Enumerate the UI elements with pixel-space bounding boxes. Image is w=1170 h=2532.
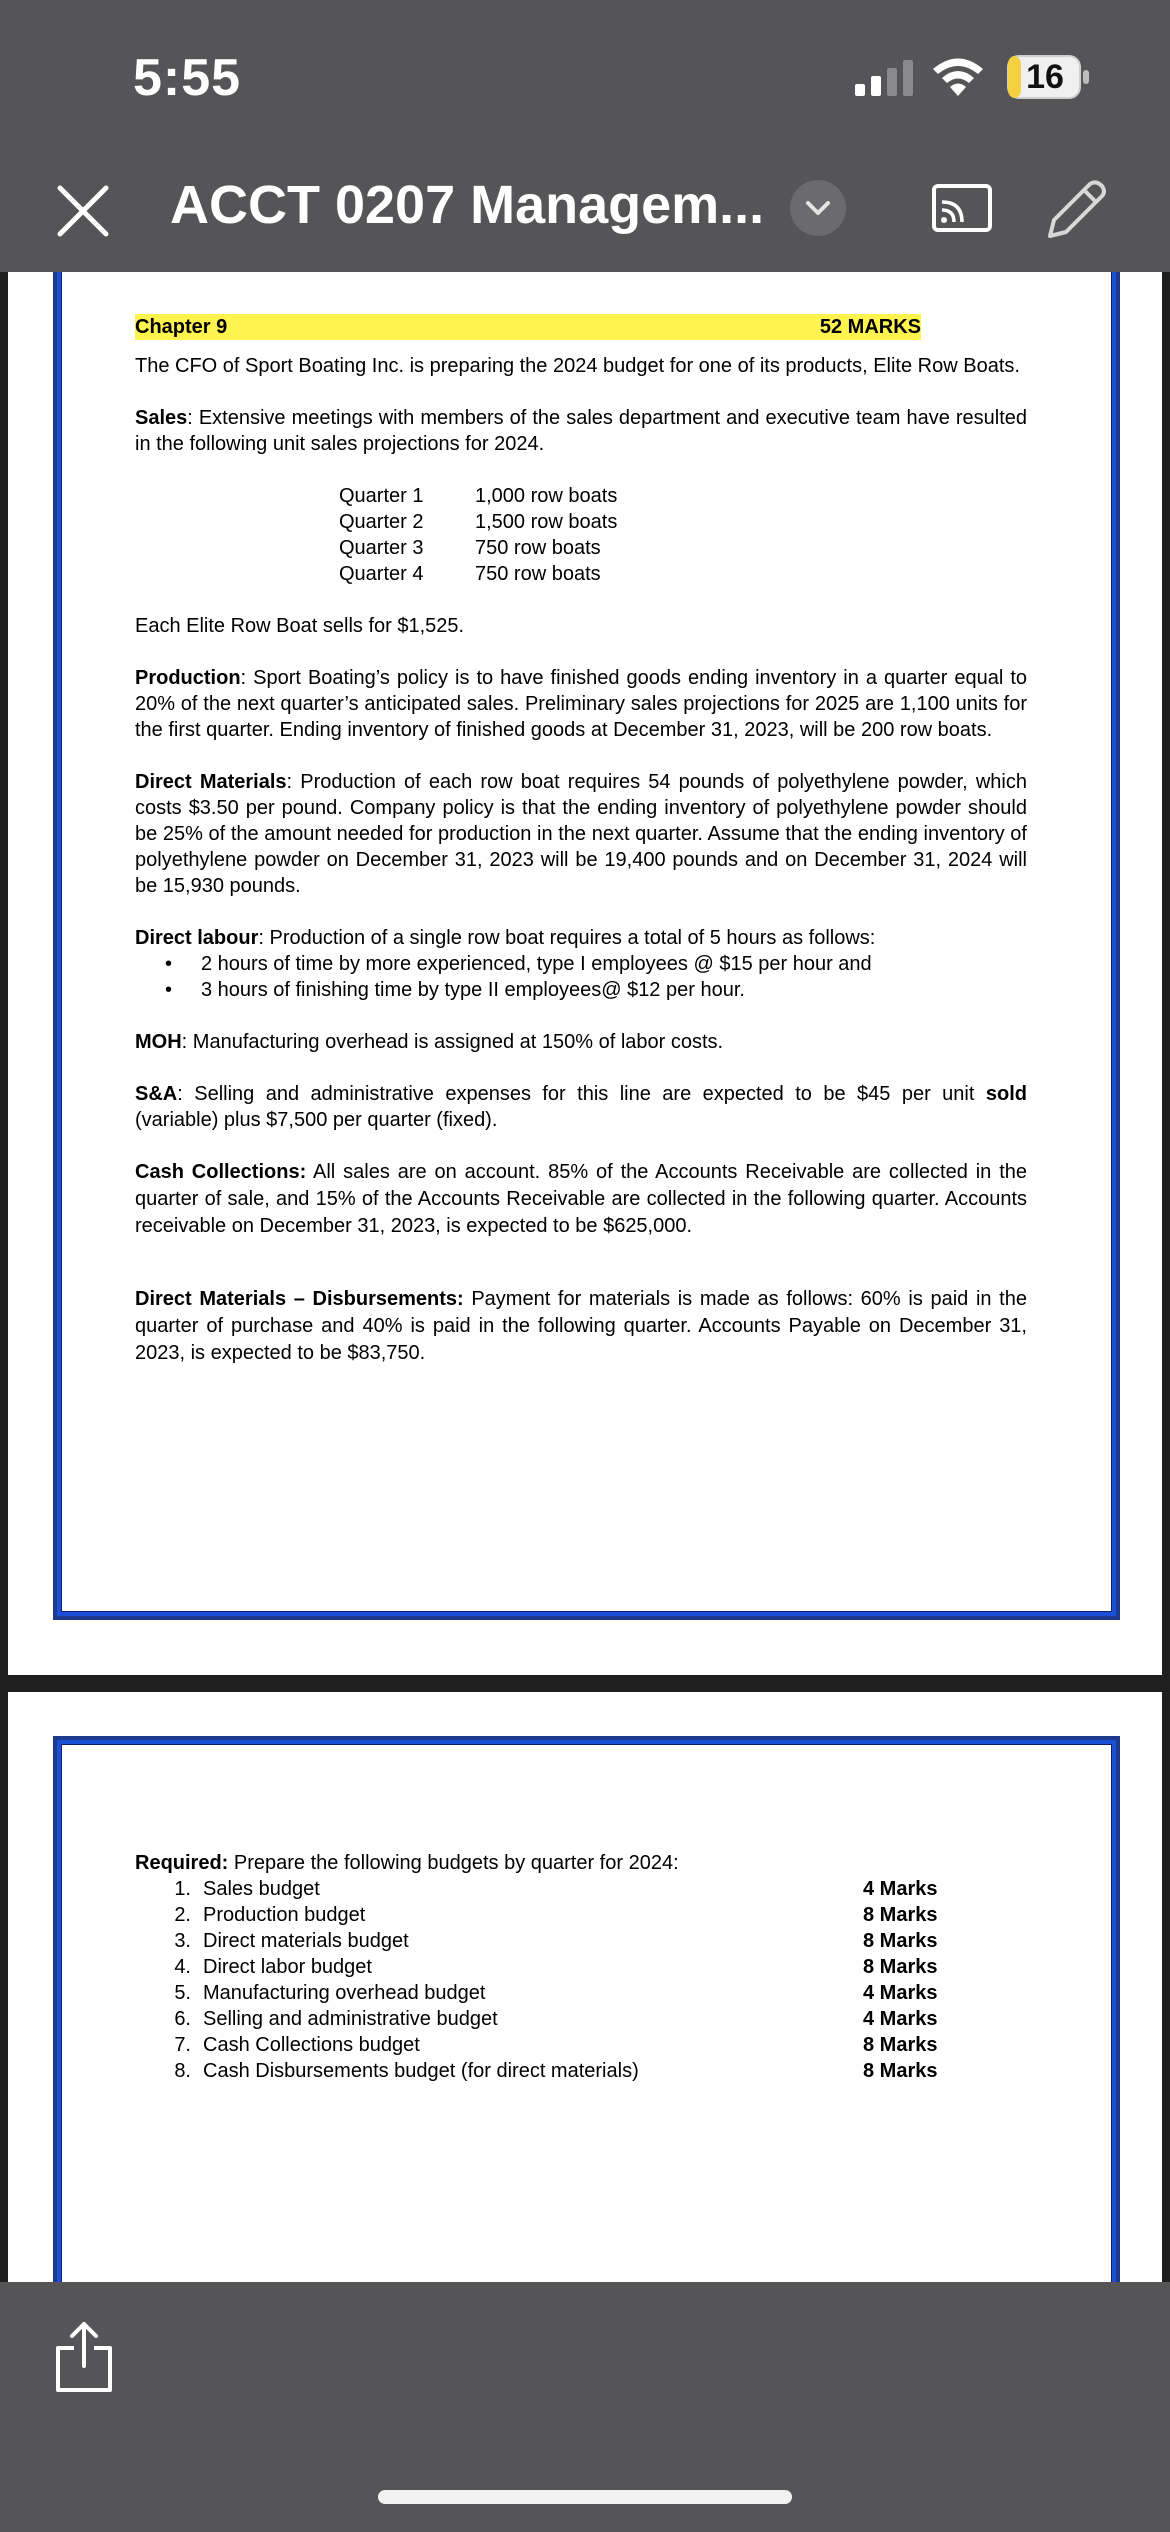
quarter-label: Quarter 1	[339, 485, 424, 507]
quarter-value: 750 row boats	[475, 537, 601, 559]
required-paragraph	[135, 1850, 1027, 1876]
status-bar	[0, 0, 1170, 150]
dm-disbursements-text: Payment for materials is made as follows: 60% is paid in the quarter of purchase and 40% is paid in the following quarter. Accounts Payable on December 31, 2023, is expected to be $83,750.	[135, 1288, 1027, 1364]
chapter-marks: 52 MARKS	[819, 316, 921, 338]
list-item: • 3 hours of finishing time by type II employees@ $12 per hour.	[165, 977, 1027, 1003]
item-number: 5.	[174, 1982, 191, 2004]
required-label: Required:	[135, 1852, 229, 1874]
item-number: 4.	[174, 1956, 191, 1978]
item-name: Manufacturing overhead budget	[203, 1982, 486, 2004]
list-item	[135, 2032, 1027, 2058]
item-name: Sales budget	[203, 1878, 320, 1900]
item-name: Selling and administrative budget	[203, 2008, 498, 2030]
document-viewer[interactable]	[0, 272, 1170, 2282]
quarter-row	[339, 561, 1027, 587]
status-time: 5:55	[133, 49, 242, 107]
direct-materials-label: Direct Materials	[135, 771, 287, 793]
quarter-row	[339, 509, 1027, 535]
sales-paragraph	[135, 405, 1027, 457]
item-marks: 4 Marks	[863, 1982, 938, 2004]
required-text: Prepare the following budgets by quarter for 2024:	[228, 1852, 679, 1874]
sa-paragraph	[135, 1081, 1027, 1133]
quarter-value: 1,000 row boats	[475, 485, 618, 507]
direct-labour-text: : Production of a single row boat requires a total of 5 hours as follows:	[258, 927, 876, 949]
item-number: 1.	[174, 1878, 191, 1900]
item-name: Cash Disbursements budget (for direct materials)	[203, 2060, 639, 2082]
chapter-title: Chapter 9	[135, 316, 228, 338]
list-item	[135, 2006, 1027, 2032]
quarter-row	[339, 483, 1027, 509]
quarter-label: Quarter 3	[339, 537, 424, 559]
item-name: Direct materials budget	[203, 1930, 409, 1952]
production-paragraph	[135, 665, 1027, 743]
chevron-down-icon[interactable]	[790, 180, 846, 236]
production-label: Production	[135, 667, 241, 689]
direct-materials-paragraph	[135, 769, 1027, 899]
intro-paragraph: The CFO of Sport Boating Inc. is preparing the 2024 budget for one of its products, Elite Row Boats.	[135, 355, 1020, 377]
sales-text: : Extensive meetings with members of the sales department and executive team have resulted in the following unit sales projections for 2024.	[135, 407, 1027, 455]
moh-text: : Manufacturing overhead is assigned at 150% of labor costs.	[181, 1031, 724, 1053]
item-number: 6.	[174, 2008, 191, 2030]
quarter-row	[339, 535, 1027, 561]
quarter-label: Quarter 2	[339, 511, 424, 533]
list-item	[135, 1954, 1027, 1980]
cash-collections-paragraph	[135, 1159, 1027, 1240]
sa-text: : Selling and administrative expenses for this line are expected to be $45 per unit	[177, 1083, 986, 1105]
edit-icon[interactable]	[1040, 174, 1112, 246]
page-2-content	[135, 1850, 1027, 2084]
item-name: Production budget	[203, 1904, 366, 1926]
share-icon[interactable]	[52, 2320, 116, 2394]
sa-label: S&A	[135, 1083, 178, 1105]
quarter-sales-table	[339, 483, 1027, 587]
direct-labour-list	[165, 951, 1027, 1003]
nav-bar	[0, 150, 1170, 272]
moh-label: MOH	[135, 1031, 182, 1053]
close-icon[interactable]	[52, 180, 114, 242]
direct-materials-text: : Production of each row boat requires 54 pounds of polyethylene powder, which costs $3.50 per pound. Company policy is that the ending inventory of polyethylene powder should be 25% of the amount needed for production in the next quarter. Assume that the ending inventory of polyethylene powder on December 31, 2023 will be 19,400 pounds and on December 31, 2024 will be 15,930 pounds.	[135, 771, 1027, 897]
item-marks: 8 Marks	[863, 2034, 938, 2056]
required-list	[135, 1876, 1027, 2084]
item-number: 7.	[174, 2034, 191, 2056]
quarter-value: 750 row boats	[475, 563, 601, 585]
item-marks: 8 Marks	[863, 1904, 938, 1926]
dm-disbursements-label: Direct Materials – Disbursements:	[135, 1288, 464, 1310]
price-paragraph: Each Elite Row Boat sells for $1,525.	[135, 615, 465, 637]
home-indicator[interactable]	[378, 2490, 792, 2504]
chapter-header	[135, 314, 921, 340]
item-marks: 8 Marks	[863, 1956, 938, 1978]
item-name: Cash Collections budget	[203, 2034, 420, 2056]
item-name: Direct labor budget	[203, 1956, 372, 1978]
cash-collections-text: All sales are on account. 85% of the Accounts Receivable are collected in the quarter of sale, and 15% of the Accounts Receivable are collected in the following quarter. Accounts receivable on December 31, 2023, is expected to be $625,000.	[135, 1161, 1027, 1237]
document-title[interactable]: ACCT 0207 Managem...	[170, 175, 765, 235]
list-item	[135, 1928, 1027, 1954]
sa-text-end: (variable) plus $7,500 per quarter (fixed).	[135, 1109, 498, 1131]
quarter-value: 1,500 row boats	[475, 511, 618, 533]
item-marks: 8 Marks	[863, 1930, 938, 1952]
production-text: : Sport Boating’s policy is to have finished goods ending inventory in a quarter equal to 20% of the next quarter’s anticipated sales. Preliminary sales projections for 2025 are 1,100 units for the first quarter. Ending inventory of finished goods at December 31, 2023, will be 200 row boats.	[135, 667, 1027, 741]
list-item	[135, 2058, 1027, 2084]
quarter-label: Quarter 4	[339, 563, 424, 585]
item-number: 3.	[174, 1930, 191, 1952]
list-item: • 2 hours of time by more experienced, type I employees @ $15 per hour and	[165, 951, 1027, 977]
item-marks: 8 Marks	[863, 2060, 938, 2082]
signal-icon	[855, 60, 915, 96]
battery-level: 16	[1026, 58, 1064, 96]
moh-paragraph	[135, 1029, 1027, 1055]
bottom-toolbar	[0, 2282, 1170, 2532]
sales-label: Sales	[135, 407, 188, 429]
list-item	[135, 1876, 1027, 1902]
item-number: 2.	[174, 1904, 191, 1926]
dm-disbursements-paragraph	[135, 1286, 1027, 1367]
page-1-content	[135, 314, 1027, 1393]
item-marks: 4 Marks	[863, 2008, 938, 2030]
item-marks: 4 Marks	[863, 1878, 938, 1900]
sa-sold: sold	[985, 1083, 1027, 1105]
direct-labour-paragraph	[135, 925, 1027, 951]
cash-collections-label: Cash Collections:	[135, 1161, 307, 1183]
list-item	[135, 1980, 1027, 2006]
list-item	[135, 1902, 1027, 1928]
direct-labour-label: Direct labour	[135, 927, 259, 949]
cast-icon[interactable]	[930, 180, 994, 240]
wifi-icon	[930, 56, 986, 98]
item-number: 8.	[174, 2060, 191, 2082]
